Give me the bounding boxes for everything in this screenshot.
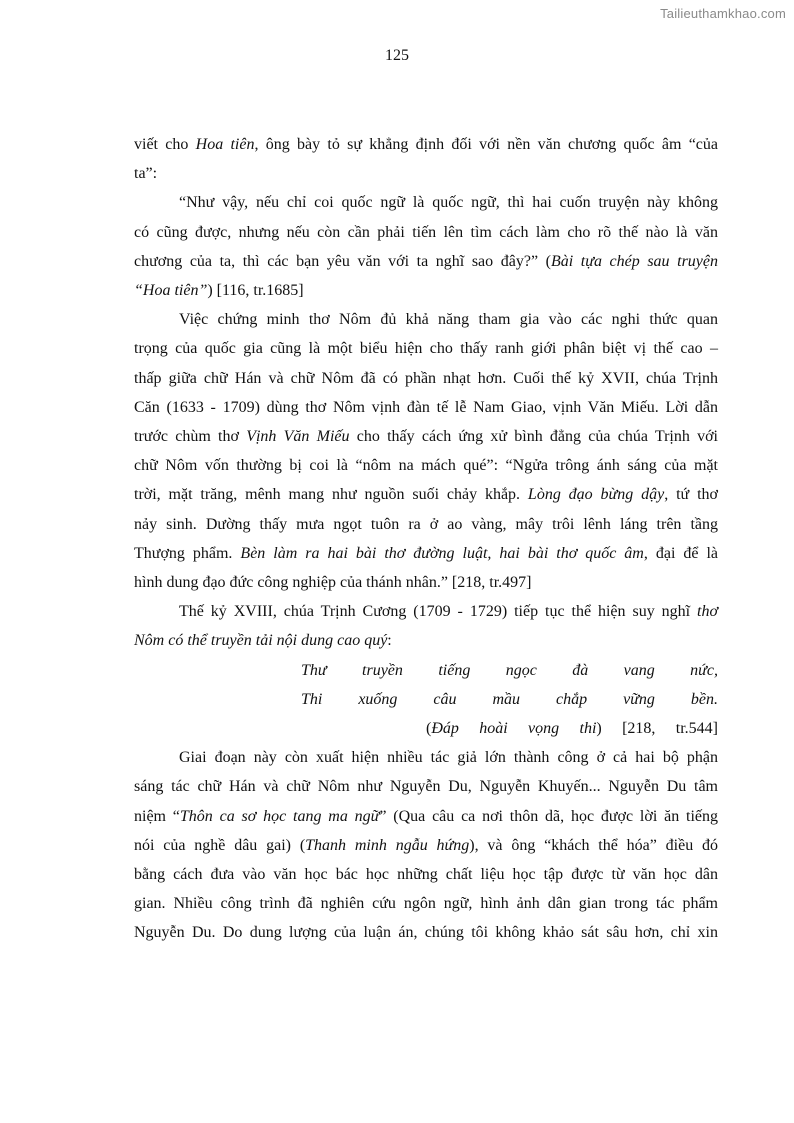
paragraph-line: viết cho Hoa tiên, ông bày tỏ sự khẳng định đối với nền văn chương quốc âm “của — [134, 136, 719, 153]
paragraph-line: trước chùm thơ Vịnh Văn Miếu cho thấy cách ứng xử bình đẳng của chúa Trịnh với — [134, 428, 718, 446]
paragraph-line: thấp giữa chữ Hán và chữ Nôm đã có phần nhạt hơn. Cuối thế kỷ XVII, chúa Trịnh — [134, 369, 718, 387]
paragraph-line: chữ Nôm vốn thường bị coi là “nôm na mách qué”: “Ngửa trông ánh sáng của mặt — [134, 457, 718, 475]
paragraph-line: bằng cách đưa vào văn học bác học những chất liệu học tập được từ văn học dân — [134, 866, 718, 884]
paragraph-line: Thượng phẩm. Bèn làm ra hai bài thơ đường luật, hai bài thơ quốc âm, đại để là — [134, 544, 718, 562]
paragraph-line: trời, mặt trăng, mênh mang như nguồn suối chảy khắp. Lòng đạo bừng dậy, tứ thơ — [134, 486, 718, 504]
paragraph-line: nói của nghề dâu gai) (Thanh minh ngẫu hứng), và ông “khách thể hóa” điều đó — [134, 836, 719, 854]
paragraph-line: nảy sinh. Dường thấy mưa ngọt tuôn ra ở ao vàng, mây trôi lênh láng trên tầng — [134, 515, 718, 533]
paragraph-line: “Như vậy, nếu chỉ coi quốc ngữ là quốc ngữ, thì hai cuốn truyện này không — [179, 194, 718, 212]
paragraph-line: Nôm có thể truyền tải nội dung cao quý: — [134, 632, 392, 650]
paragraph-line: chương của ta, thì các bạn yêu văn với ta nghĩ sao đây?” (Bài tựa chép sau truyện — [134, 252, 719, 270]
paragraph-line: Nguyễn Du. Do dung lượng của luận án, chúng tôi không khảo sát sâu hơn, chỉ xin — [134, 924, 718, 942]
paragraph-line: trọng của quốc gia cũng là một biểu hiện cho thấy ranh giới phân biệt vị thế cao – — [134, 340, 718, 358]
paragraph-line: niệm “Thôn ca sơ học tang ma ngữ” (Qua câu ca nơi thôn dã, học được lời ăn tiếng — [134, 807, 718, 825]
paragraph-line: Giai đoạn này còn xuất hiện nhiều tác giả lớn thành công ở cả hai bộ phận — [179, 749, 718, 767]
paragraph-line: “Hoa tiên”) [116, tr.1685] — [134, 282, 304, 300]
page-number: 125 — [385, 47, 409, 64]
paragraph-line: Thế kỷ XVIII, chúa Trịnh Cương (1709 - 1729) tiếp tục thể hiện suy nghĩ thơ — [179, 603, 718, 621]
paragraph-line: gian. Nhiều công trình đã nghiên cứu ngôn ngữ, hình ảnh dân gian trong tác phẩm — [134, 895, 718, 913]
paragraph-line: hình dung đạo đức công nghiệp của thánh nhân.” [218, tr.497] — [134, 574, 532, 592]
watermark-text: Tailieuthamkhao.com — [660, 6, 786, 21]
document-body — [134, 130, 718, 948]
paragraph-line: ta”: — [134, 165, 158, 183]
paragraph-line: Việc chứng minh thơ Nôm đủ khả năng tham gia vào các nghi thức quan — [179, 311, 718, 329]
verse-line: Thư truyền tiếng ngọc đà vang nức, — [301, 661, 718, 679]
paragraph-line: có cũng được, nhưng nếu còn cần phải tiến lên tìm cách làm cho rõ thế nào là văn — [134, 223, 718, 241]
paragraph-line: sáng tác chữ Hán và chữ Nôm như Nguyễn Du, Nguyễn Khuyến... Nguyễn Du tâm — [134, 778, 718, 796]
paragraph-line: Căn (1633 - 1709) dùng thơ Nôm vịnh đàn tế lễ Nam Giao, vịnh Văn Miếu. Lời dẫn — [134, 398, 718, 416]
verse-line: Thi xuống câu mầu chắp vững bền. — [301, 690, 718, 708]
verse-source: (Đáp hoài vọng thi) [218, tr.544] — [426, 720, 718, 738]
